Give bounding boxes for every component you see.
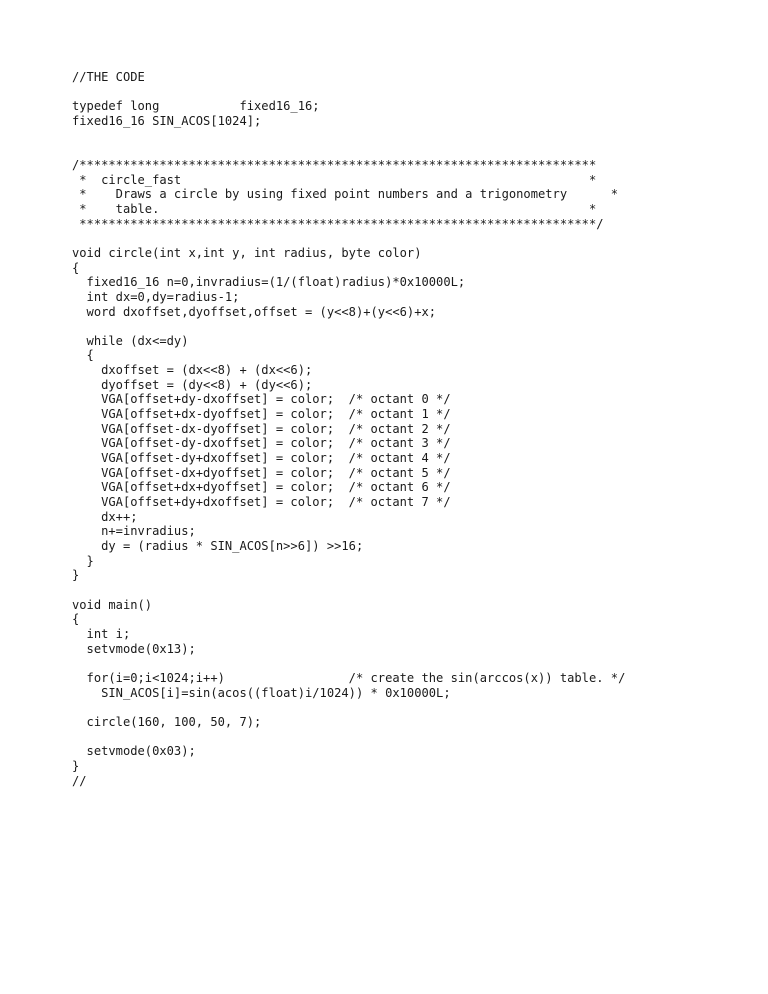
code-line: { — [72, 260, 80, 275]
code-line: dy = (radius * SIN_ACOS[n>>6]) >>16; — [72, 539, 364, 553]
code-listing — [72, 70, 752, 803]
code-line — [72, 319, 752, 334]
code-line: VGA[offset+dy+dxoffset] = color; /* octant 7 */ — [72, 495, 451, 510]
code-line — [72, 583, 752, 598]
code-line: dx++; — [72, 509, 138, 524]
code-line: VGA[offset+dy-dxoffset] = color; /* octant 0 */ — [72, 392, 451, 407]
code-line: VGA[offset-dy+dxoffset] = color; /* octant 4 */ — [72, 451, 451, 466]
code-line: setvmode(0x03); — [72, 744, 196, 759]
code-line: VGA[offset-dx-dyoffset] = color; /* octant 2 */ — [72, 421, 451, 436]
code-line: void circle(int x,int y, int radius, byte color) — [72, 245, 422, 260]
code-line — [72, 700, 752, 715]
code-line: } — [72, 568, 80, 583]
code-line: VGA[offset-dy-dxoffset] = color; /* octant 3 */ — [72, 436, 451, 451]
code-line — [72, 656, 752, 671]
code-line: // — [72, 773, 87, 788]
code-line: while (dx<=dy) — [72, 333, 189, 348]
code-line: n+=invradius; — [72, 524, 196, 539]
code-line — [72, 788, 752, 803]
code-line: ***********************************************************************/ — [72, 216, 604, 231]
code-line: } — [72, 553, 94, 568]
code-line: fixed16_16 n=0,invradius=(1/(float)radius)*0x10000L; — [72, 275, 466, 290]
code-line: VGA[offset+dx-dyoffset] = color; /* octant 1 */ — [72, 407, 451, 422]
code-line — [72, 129, 752, 144]
code-line: int i; — [72, 626, 131, 641]
code-line: setvmode(0x13); — [72, 641, 196, 656]
code-line: /*********************************************************************** — [72, 157, 597, 172]
code-line: * circle_fast * — [72, 172, 597, 187]
code-line: { — [72, 348, 94, 363]
code-line: int dx=0,dy=radius-1; — [72, 289, 240, 304]
code-line: for(i=0;i<1024;i++) /* create the sin(arccos(x)) table. */ — [72, 670, 626, 685]
code-line: { — [72, 612, 80, 627]
code-line — [72, 231, 752, 246]
code-line: void main() — [72, 597, 153, 612]
code-line: word dxoffset,dyoffset,offset = (y<<8)+(y<<6)+x; — [72, 304, 437, 319]
code-line — [72, 85, 752, 100]
code-line: VGA[offset+dx+dyoffset] = color; /* octant 6 */ — [72, 480, 451, 495]
code-line: } — [72, 758, 80, 773]
code-line: typedef long fixed16_16; — [72, 99, 320, 114]
code-line: dyoffset = (dy<<8) + (dy<<6); — [72, 377, 313, 392]
code-line: * Draws a circle by using fixed point numbers and a trigonometry * — [72, 187, 619, 202]
code-line: //THE CODE — [72, 70, 145, 84]
code-line — [72, 730, 752, 745]
code-line: VGA[offset-dx+dyoffset] = color; /* octant 5 */ — [72, 465, 451, 480]
code-line: dxoffset = (dx<<8) + (dx<<6); — [72, 363, 313, 378]
code-line: SIN_ACOS[i]=sin(acos((float)i/1024)) * 0x10000L; — [72, 685, 451, 700]
code-line: * table. * — [72, 201, 597, 216]
code-line: fixed16_16 SIN_ACOS[1024]; — [72, 113, 262, 128]
code-line: circle(160, 100, 50, 7); — [72, 714, 262, 729]
code-line — [72, 143, 752, 158]
